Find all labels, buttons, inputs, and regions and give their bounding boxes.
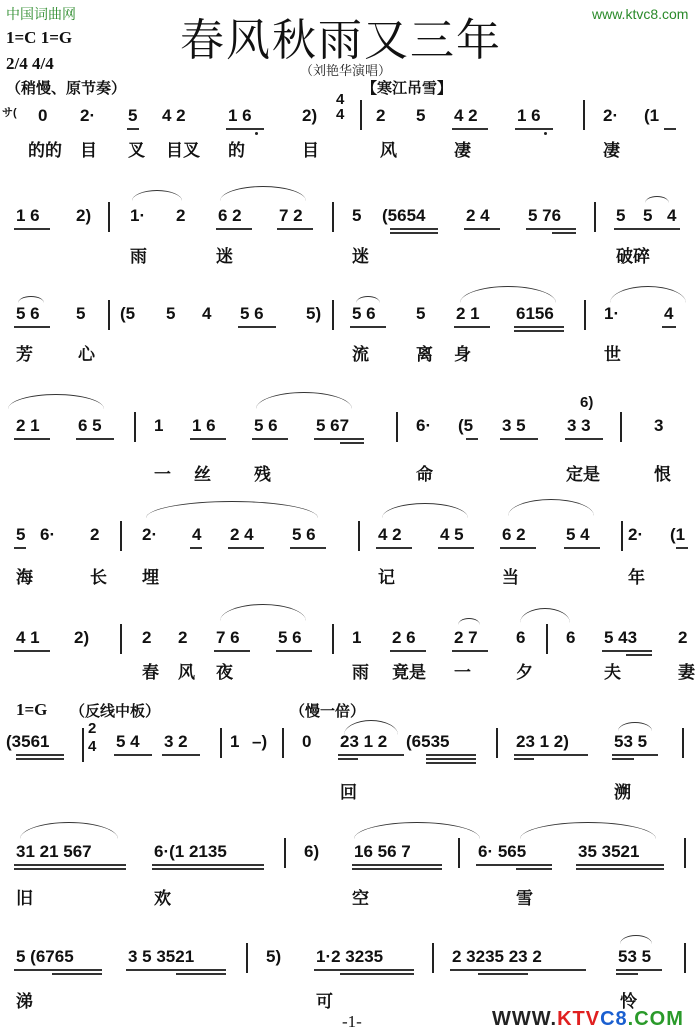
note: 3 5 3521 xyxy=(128,947,195,966)
lyric: 芳 xyxy=(16,345,33,365)
lyric: 一 xyxy=(154,465,171,485)
lyric: 迷 xyxy=(216,247,233,267)
lyric: 可 xyxy=(316,992,333,1012)
note: 5 43 xyxy=(604,628,638,647)
lyric: 竟是 xyxy=(392,663,426,683)
note: 5 4 xyxy=(566,525,590,544)
watermark[interactable] xyxy=(492,1008,684,1031)
note: 23 1 2 xyxy=(340,732,388,751)
note-fermata: 2· xyxy=(603,106,619,125)
note: 5 6 xyxy=(292,525,316,544)
lyric: 风 xyxy=(380,141,397,161)
lyric: 身 xyxy=(454,345,471,365)
note: 5 xyxy=(166,304,176,323)
note: 1 6 xyxy=(16,206,40,225)
note: 5 6 xyxy=(16,304,40,323)
note: 4 2 xyxy=(454,106,478,125)
note-fermata: 1 xyxy=(230,732,240,751)
note: 2 3235 23 2 xyxy=(452,947,542,966)
note: 2· xyxy=(80,106,96,125)
note: 4 xyxy=(664,304,674,323)
lyric: 埋 xyxy=(142,568,159,588)
note: 1 6 xyxy=(228,106,252,125)
lyric: 妻 xyxy=(678,663,695,683)
lyric: 欢 xyxy=(154,889,171,909)
lyric: 目叉 xyxy=(166,141,200,161)
section-banzhong: （反线中板） xyxy=(70,703,161,720)
note: 5 xyxy=(128,106,138,125)
lyric: 溯 xyxy=(614,783,631,803)
note: 1·2 3235 xyxy=(316,947,384,966)
note: 3 2 xyxy=(164,732,188,751)
note: 2· xyxy=(628,525,644,544)
note: 7 6 xyxy=(216,628,240,647)
lyric: 破碎 xyxy=(616,247,650,267)
note: (5 xyxy=(120,304,136,323)
key-change: 1=G xyxy=(16,700,48,719)
note: 6 2 xyxy=(502,525,526,544)
time-signature: 2/4 4/4 xyxy=(6,54,54,73)
note: 53 5 xyxy=(614,732,648,751)
note: 2 1 xyxy=(16,416,40,435)
note: 23 1 2) xyxy=(516,732,569,751)
note: 5 xyxy=(616,206,626,225)
note: 3 3 xyxy=(567,416,591,435)
site-url[interactable]: www.ktvc8.com xyxy=(592,6,689,22)
note: 2) xyxy=(302,106,318,125)
lyric: 的 xyxy=(228,141,245,161)
page-number: -1- xyxy=(342,1012,362,1031)
note: 1 6 xyxy=(517,106,541,125)
lyric: 风 xyxy=(178,663,195,683)
lyric: 夫 xyxy=(604,663,621,683)
lyric: 当 xyxy=(502,568,519,588)
note: 5 xyxy=(643,206,653,225)
note: 16 56 7 xyxy=(354,842,411,861)
lyric: 空 xyxy=(352,889,369,909)
score-line-5 xyxy=(0,495,700,588)
note: 5) xyxy=(266,947,282,966)
note: 5 76 xyxy=(528,206,562,225)
lyric: 丝 xyxy=(194,465,211,485)
lyric: 怜 xyxy=(620,992,637,1012)
note: 4 1 xyxy=(16,628,40,647)
lyric: 迷 xyxy=(352,247,369,267)
note: 0 xyxy=(302,732,312,751)
lyric: 长 xyxy=(90,568,107,588)
time-signature-2-4: 2 4 xyxy=(88,720,97,755)
lyric: 凄 xyxy=(454,141,471,161)
lyric: 的的 xyxy=(28,141,62,161)
note: 4 xyxy=(667,206,677,225)
lyric: 涕 xyxy=(16,992,33,1012)
lyric: 旧 xyxy=(16,889,33,909)
note: 5 xyxy=(416,304,426,323)
lyric: 回 xyxy=(340,783,357,803)
note: 6156 xyxy=(516,304,554,323)
tempo-change: （慢一倍） xyxy=(290,703,366,720)
singer-credit: （刘艳华演唱） xyxy=(300,63,392,78)
watermark-part: KTV xyxy=(557,1008,601,1030)
lyric: 残 xyxy=(254,465,271,485)
note: 5 xyxy=(76,304,86,323)
lyric: 夕 xyxy=(516,663,533,683)
lyric: 目 xyxy=(80,141,97,161)
note: 2 xyxy=(176,206,186,225)
lyric: 命 xyxy=(416,465,433,485)
lyric: 定是 xyxy=(566,465,600,485)
score-line-8 xyxy=(0,818,700,908)
note: 4 2 xyxy=(162,106,186,125)
lyric: 记 xyxy=(378,568,395,588)
score-line-1 xyxy=(0,91,700,176)
note: 1 xyxy=(154,416,164,435)
note: 5) xyxy=(306,304,322,323)
note: 3 5 xyxy=(502,416,526,435)
note: (1 xyxy=(670,525,686,544)
lyric: 年 xyxy=(628,568,645,588)
note: 6· xyxy=(40,525,56,544)
note: 5 4 xyxy=(116,732,140,751)
free-rhythm-mark: サ( xyxy=(2,107,17,119)
note: 2 xyxy=(90,525,100,544)
note: 6) xyxy=(304,842,320,861)
lyric: 目 xyxy=(302,141,319,161)
tempo-marking: （稍慢、原节奏） xyxy=(6,80,127,97)
lyric: 流 xyxy=(352,345,369,365)
note: 2 xyxy=(678,628,688,647)
lyric: 恨 xyxy=(654,465,671,485)
score-line-2 xyxy=(0,190,700,270)
note: 1 6 xyxy=(192,416,216,435)
note: 5 6 xyxy=(254,416,278,435)
note: 2 1 xyxy=(456,304,480,323)
note: 6·(1 2135 xyxy=(154,842,227,861)
note: 2 xyxy=(376,106,386,125)
score-line-7 xyxy=(0,720,700,810)
note: 5 (6765 xyxy=(16,947,74,966)
note: 5 67 xyxy=(316,416,350,435)
note: 2 xyxy=(142,628,152,647)
note: 2) xyxy=(74,628,90,647)
watermark-part: C8 xyxy=(600,1008,628,1030)
note: 31 21 567 xyxy=(16,842,92,861)
note: 4 xyxy=(192,525,202,544)
score-line-3 xyxy=(0,290,700,370)
note: (1 xyxy=(644,106,660,125)
note: 0 xyxy=(38,106,48,125)
note: 2 xyxy=(178,628,188,647)
note: 2· xyxy=(142,525,158,544)
note: 1· xyxy=(604,304,620,323)
note: 1· xyxy=(130,206,146,225)
note: –) xyxy=(252,732,268,751)
note: 6 xyxy=(566,628,576,647)
score-line-6 xyxy=(0,598,700,688)
lyric: 世 xyxy=(604,345,621,365)
score-line-9 xyxy=(0,925,700,1012)
watermark-part: .COM xyxy=(627,1008,684,1030)
watermark-part: WWW. xyxy=(492,1008,558,1030)
note: (5 xyxy=(458,416,474,435)
lyric: 凄 xyxy=(603,141,620,161)
score-line-4 xyxy=(0,390,700,485)
note: 6 2 xyxy=(218,206,242,225)
note: 2 4 xyxy=(466,206,490,225)
note-alt: 6) xyxy=(580,394,594,411)
lyric: 一 xyxy=(454,663,471,683)
note: 2) xyxy=(76,206,92,225)
note: 5 6 xyxy=(352,304,376,323)
note: 3 xyxy=(654,416,664,435)
note: 1 xyxy=(352,628,362,647)
lyric: 夜 xyxy=(216,663,233,683)
note: 53 5 xyxy=(618,947,652,966)
note: (3561 xyxy=(6,732,50,751)
note: 2 4 xyxy=(230,525,254,544)
lyric: 海 xyxy=(16,568,33,588)
note: 5 xyxy=(416,106,426,125)
lyric: 雨 xyxy=(130,247,147,267)
lyric: 离 xyxy=(416,345,433,365)
note: 6· 565 xyxy=(478,842,527,861)
note: 5 6 xyxy=(240,304,264,323)
note: 4 xyxy=(202,304,212,323)
note: 35 3521 xyxy=(578,842,640,861)
note: 2 6 xyxy=(392,628,416,647)
site-name-cn: 中国词曲网 xyxy=(6,6,76,22)
note: 5 xyxy=(352,206,362,225)
time-signature-4-4: 4 4 xyxy=(336,91,345,123)
note: (6535 xyxy=(406,732,450,751)
note: 5 6 xyxy=(278,628,302,647)
note: 6· xyxy=(416,416,432,435)
key-signature: 1=C 1=G xyxy=(6,28,73,47)
note: 4 2 xyxy=(378,525,402,544)
lyric: 春 xyxy=(142,663,159,683)
aria-name: 【寒江吊雪】 xyxy=(362,80,453,97)
lyric: 雨 xyxy=(352,663,369,683)
note: 5 xyxy=(16,525,26,544)
note: 6 5 xyxy=(78,416,102,435)
note: 6 xyxy=(516,628,526,647)
lyric: 心 xyxy=(78,345,95,365)
note: 2 7 xyxy=(454,628,478,647)
song-title: 春风秋雨又三年 xyxy=(180,15,502,66)
lyric: 叉 xyxy=(128,141,145,161)
lyric: 雪 xyxy=(516,889,533,909)
note: 7 2 xyxy=(279,206,303,225)
note: (5654 xyxy=(382,206,426,225)
note: 4 5 xyxy=(440,525,464,544)
